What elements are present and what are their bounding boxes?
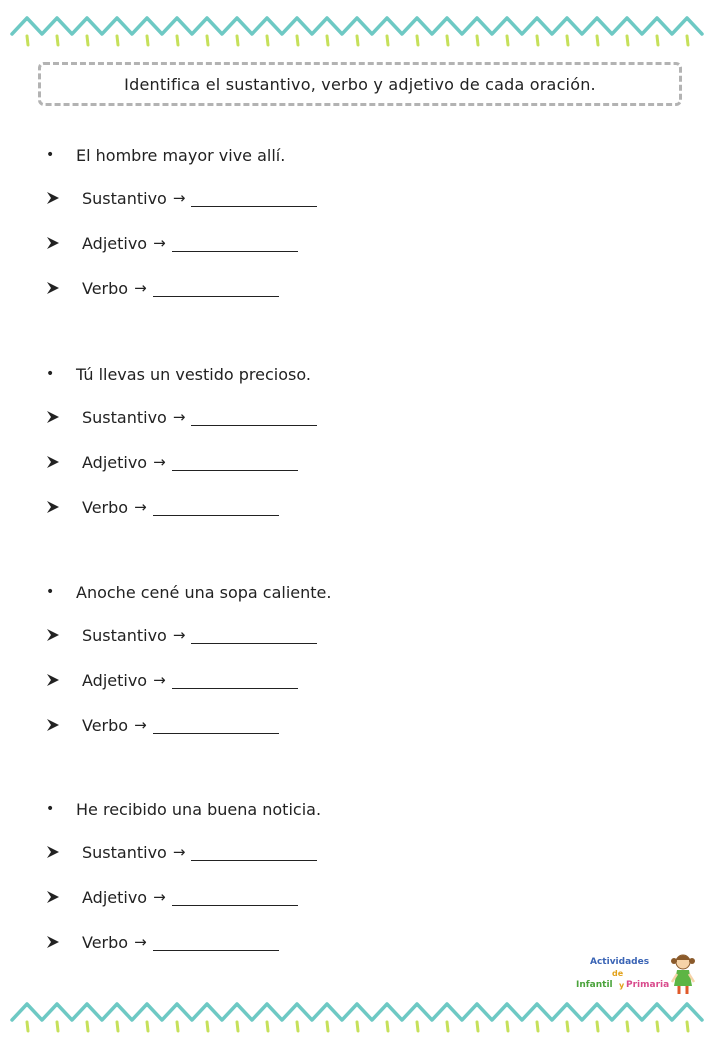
answer-label: Sustantivo [82, 407, 167, 427]
brand-logo [574, 952, 700, 998]
answer-blank[interactable] [172, 454, 298, 471]
answer-row-adjetivo [46, 231, 298, 255]
arrowhead-bullet-icon [46, 455, 82, 469]
instruction-box [38, 62, 682, 106]
answer-blank[interactable] [153, 934, 279, 951]
sentence-row [46, 580, 331, 604]
answer-blank[interactable] [191, 627, 317, 644]
bullet-dot-icon: • [46, 801, 55, 817]
top-zigzag-border [0, 10, 720, 54]
arrowhead-bullet-icon [46, 673, 82, 687]
answer-blank[interactable] [153, 499, 279, 516]
right-arrow-icon: → [153, 671, 166, 689]
answer-label: Verbo [82, 497, 129, 517]
instruction-text: Identifica el sustantivo, verbo y adjetivo de cada oración. [124, 74, 596, 94]
bottom-zigzag-border [0, 996, 720, 1040]
answer-blank[interactable] [172, 889, 298, 906]
right-arrow-icon: → [153, 888, 166, 906]
answer-row-verbo [46, 930, 279, 954]
right-arrow-icon: → [153, 234, 166, 252]
answer-blank[interactable] [153, 280, 279, 297]
right-arrow-icon: → [134, 498, 147, 516]
logo-line-1: Actividades [590, 957, 650, 967]
right-arrow-icon: → [134, 716, 147, 734]
answer-label: Verbo [82, 278, 129, 298]
sentence-row [46, 143, 285, 167]
arrowhead-bullet-icon [46, 191, 82, 205]
answer-label: Sustantivo [82, 842, 167, 862]
answer-blank[interactable] [191, 844, 317, 861]
girl-mascot-icon [670, 952, 696, 996]
arrowhead-bullet-icon [46, 935, 82, 949]
sentence-text: Tú llevas un vestido precioso. [76, 364, 311, 384]
arrowhead-bullet-icon [46, 281, 82, 295]
answer-label: Adjetivo [82, 452, 148, 472]
right-arrow-icon: → [172, 843, 186, 861]
right-arrow-icon: → [153, 453, 166, 471]
answer-row-adjetivo [46, 668, 298, 692]
logo-line-3c: Primaria [626, 980, 670, 990]
answer-row-sustantivo [46, 840, 317, 864]
answer-row-sustantivo [46, 186, 317, 210]
answer-label: Adjetivo [82, 233, 148, 253]
zigzag-border-icon [0, 10, 720, 54]
right-arrow-icon: → [172, 626, 186, 644]
bullet-dot-icon: • [46, 147, 55, 163]
zigzag-border-icon [0, 996, 720, 1040]
answer-row-adjetivo [46, 885, 298, 909]
logo-line-2: de [612, 969, 624, 978]
logo-line-3a: Infantil [576, 980, 613, 990]
answer-blank[interactable] [172, 235, 298, 252]
arrowhead-bullet-icon [46, 890, 82, 904]
arrowhead-bullet-icon [46, 718, 82, 732]
sentence-row [46, 362, 311, 386]
answer-row-verbo [46, 276, 279, 300]
answer-label: Verbo [82, 715, 129, 735]
right-arrow-icon: → [172, 408, 186, 426]
right-arrow-icon: → [134, 933, 147, 951]
sentence-text: El hombre mayor vive allí. [76, 145, 286, 165]
bullet-dot-icon: • [46, 366, 55, 382]
arrowhead-bullet-icon [46, 500, 82, 514]
sentence-row [46, 797, 321, 821]
answer-label: Adjetivo [82, 670, 148, 690]
answer-row-verbo [46, 713, 279, 737]
arrowhead-bullet-icon [46, 845, 82, 859]
answer-row-verbo [46, 495, 279, 519]
bullet-dot-icon: • [46, 584, 55, 600]
answer-blank[interactable] [172, 672, 298, 689]
logo-line-3b: y [619, 981, 625, 990]
right-arrow-icon: → [134, 279, 147, 297]
answer-blank[interactable] [191, 190, 317, 207]
answer-row-sustantivo [46, 623, 317, 647]
answer-label: Verbo [82, 932, 129, 952]
sentence-text: Anoche cené una sopa caliente. [76, 582, 332, 602]
answer-label: Sustantivo [82, 188, 167, 208]
answer-row-adjetivo [46, 450, 298, 474]
arrowhead-bullet-icon [46, 236, 82, 250]
answer-blank[interactable] [191, 409, 317, 426]
answer-label: Adjetivo [82, 887, 148, 907]
answer-blank[interactable] [153, 717, 279, 734]
answer-label: Sustantivo [82, 625, 167, 645]
answer-row-sustantivo [46, 405, 317, 429]
sentence-text: He recibido una buena noticia. [76, 799, 322, 819]
right-arrow-icon: → [172, 189, 186, 207]
arrowhead-bullet-icon [46, 628, 82, 642]
arrowhead-bullet-icon [46, 410, 82, 424]
